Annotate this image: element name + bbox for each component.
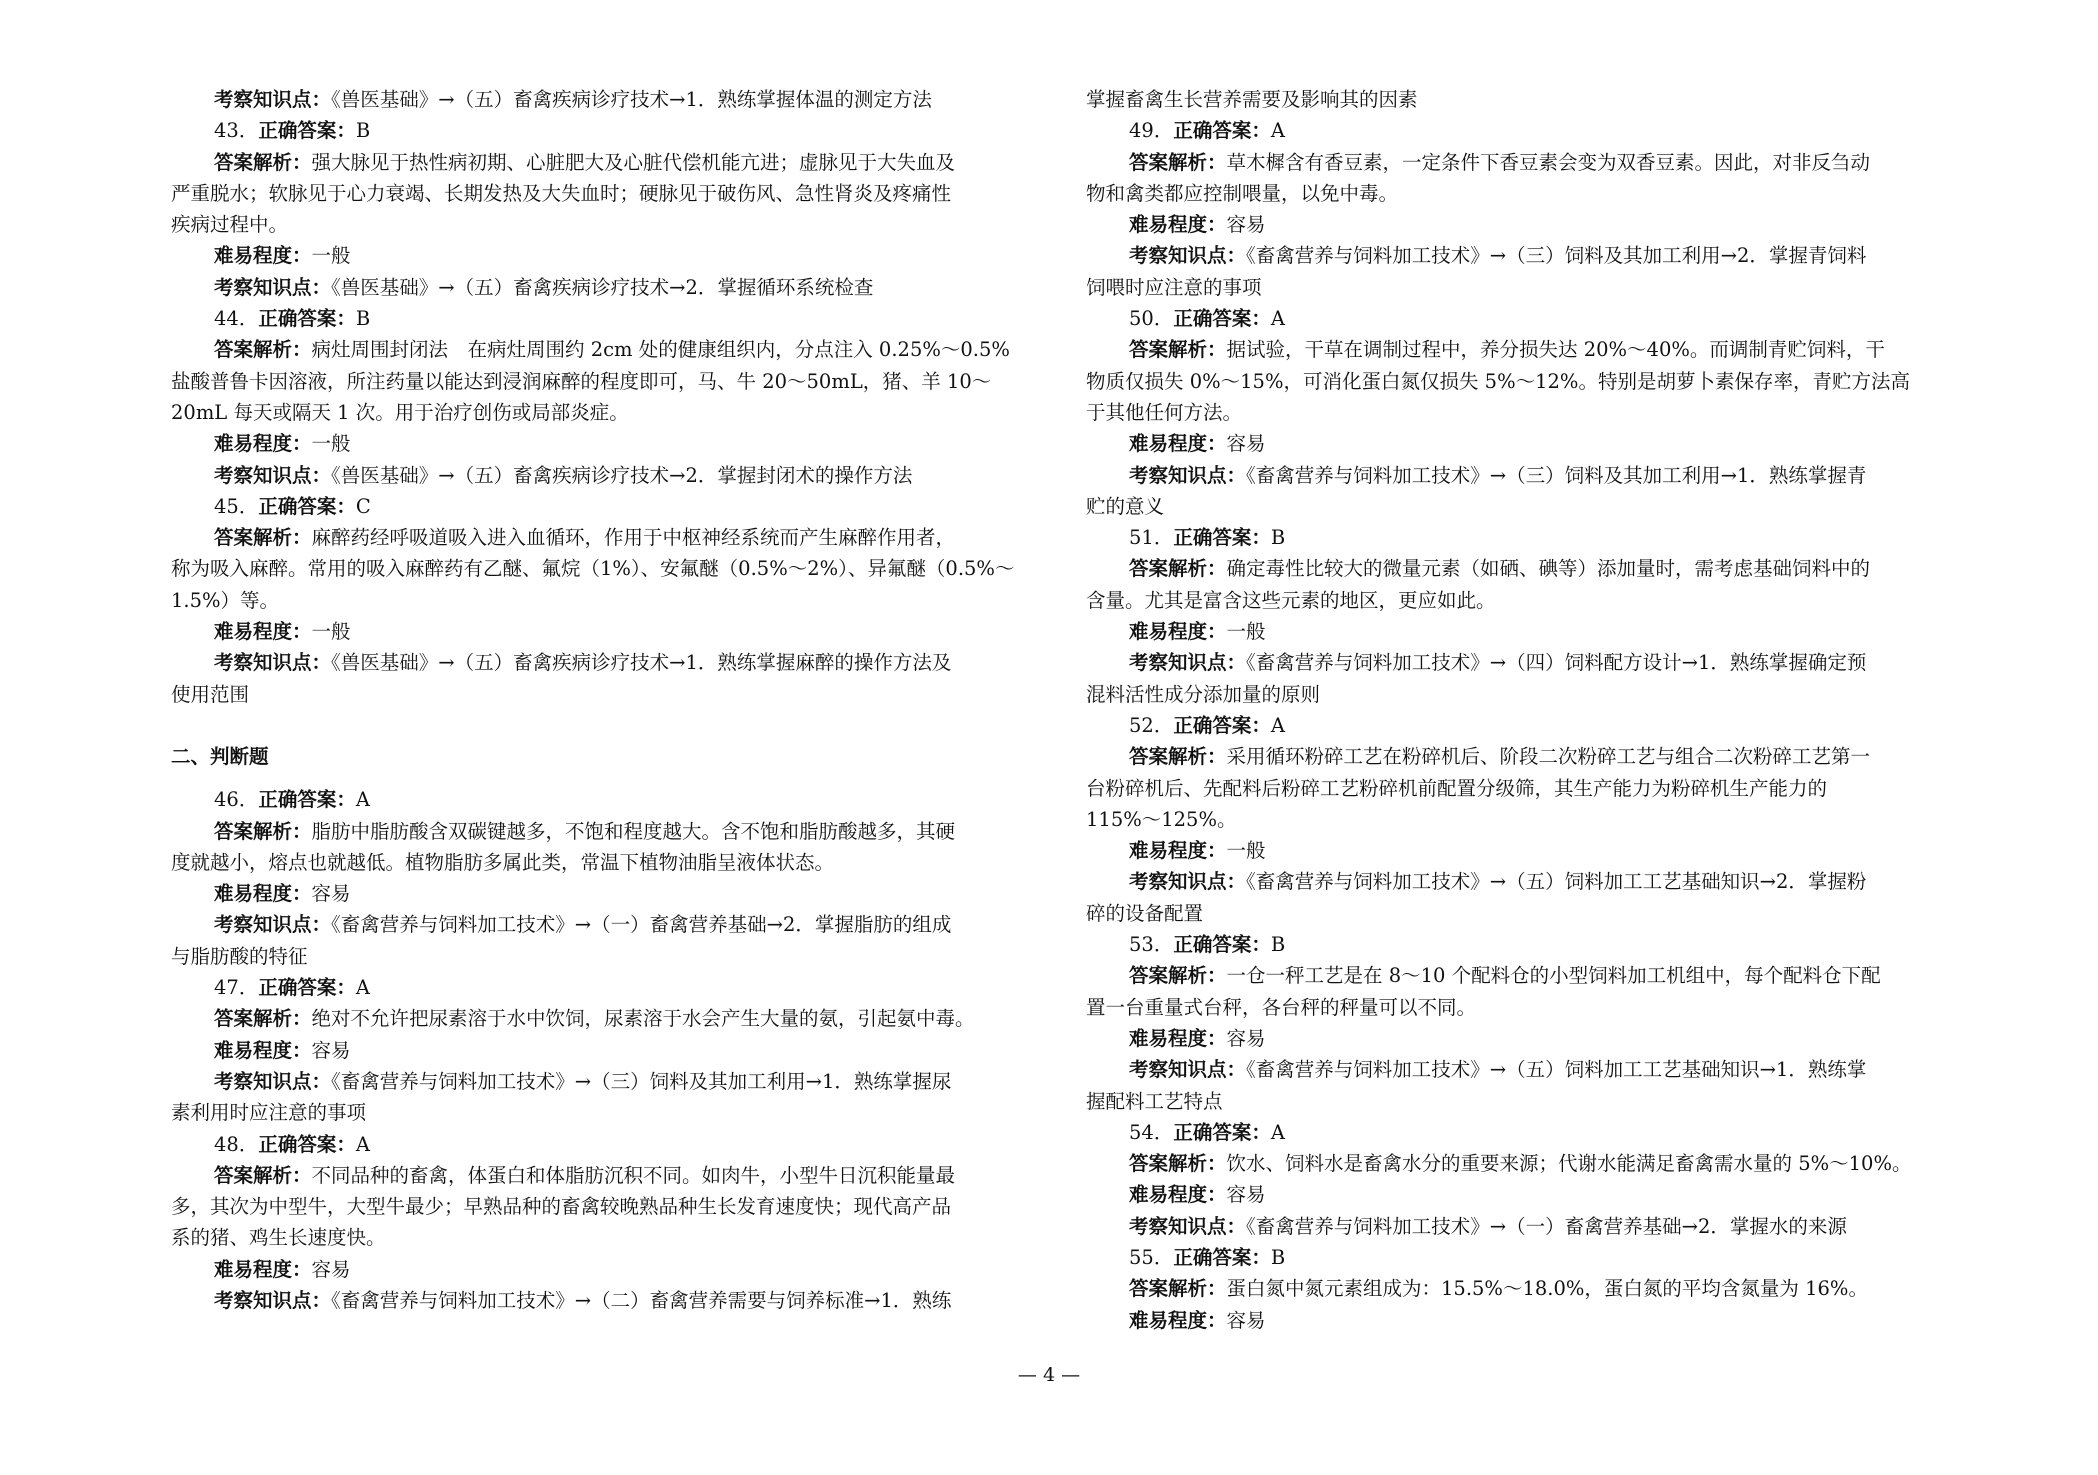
answer-line: 48．正确答案：A [214,1132,370,1156]
analysis-line: 置一台重量式台秤，各台秤的秤量可以不同。 [1086,995,1477,1019]
analysis-line: 答案解析：强大脉见于热性病初期、心脏肥大及心脏代偿机能亢进；虚脉见于大失血及 [214,150,956,174]
analysis-line: 答案解析：一仓一秤工艺是在 8～10 个配料仓的小型饲料加工机组中，每个配料仓下配 [1129,964,1881,988]
analysis-line: 20mL 每天或隔天 1 次。用于治疗创伤或局部炎症。 [171,400,629,424]
analysis-line: 1.5%）等。 [171,588,280,612]
left-column [171,84,1023,1316]
knowledge-line: 考察知识点：《畜禽营养与饲料加工技术》→（三）饲料及其加工利用→1．熟练掌握尿 [214,1069,952,1093]
knowledge-line: 考察知识点：《畜禽营养与饲料加工技术》→（五）饲料加工工艺基础知识→2．掌握粉 [1129,870,1867,894]
difficulty-line: 难易程度：容易 [1129,1183,1266,1207]
knowledge-line: 考察知识点：《兽医基础》→（五）畜禽疾病诊疗技术→2．掌握封闭术的操作方法 [214,463,913,487]
answer-line: 53．正确答案：B [1129,933,1286,957]
answer-line: 54．正确答案：A [1129,1120,1285,1144]
difficulty-line: 难易程度：一般 [214,620,351,644]
knowledge-line: 握配料工艺特点 [1086,1089,1223,1113]
knowledge-line: 考察知识点：《兽医基础》→（五）畜禽疾病诊疗技术→1．熟练掌握麻醉的操作方法及 [214,651,952,675]
analysis-line: 答案解析：麻醉药经呼吸道吸入进入血循环，作用于中枢神经系统而产生麻醉作用者， [214,526,956,550]
knowledge-line: 考察知识点：《畜禽营养与饲料加工技术》→（三）饲料及其加工利用→1．熟练掌握青 [1129,463,1867,487]
analysis-line: 答案解析：不同品种的畜禽，体蛋白和体脂肪沉积不同。如肉牛，小型牛日沉积能量最 [214,1163,956,1187]
analysis-line: 答案解析：草木樨含有香豆素，一定条件下香豆素会变为双香豆素。因此，对非反刍动 [1129,150,1871,174]
difficulty-line: 难易程度：一般 [214,244,351,268]
answer-line: 50．正确答案：A [1129,307,1285,331]
page-number: — 4 — [1017,1364,1081,1386]
knowledge-line: 素利用时应注意的事项 [171,1101,367,1125]
knowledge-line: 与脂肪酸的特征 [171,944,308,968]
knowledge-line: 考察知识点：《兽医基础》→（五）畜禽疾病诊疗技术→1．熟练掌握体温的测定方法 [214,88,932,111]
difficulty-line: 难易程度：容易 [1129,1308,1266,1332]
knowledge-line: 混料活性成分添加量的原则 [1086,682,1321,706]
analysis-line: 答案解析：病灶周围封闭法 在病灶周围约 2cm 处的健康组织内，分点注入 0.25%～0.5% [214,338,1010,362]
analysis-line: 含量。尤其是富含这些元素的地区，更应如此。 [1086,588,1496,612]
answer-line: 45．正确答案：C [214,494,371,518]
answer-line: 44．正确答案：B [214,307,371,331]
knowledge-line: 贮的意义 [1086,494,1165,518]
answer-line: 52．正确答案：A [1129,713,1285,737]
knowledge-line: 碎的设备配置 [1086,901,1204,925]
answer-line: 55．正确答案：B [1129,1245,1286,1269]
difficulty-line: 难易程度：一般 [1129,839,1266,863]
analysis-line: 物和禽类都应控制喂量，以免中毒。 [1086,181,1399,205]
difficulty-line: 难易程度：容易 [1129,213,1266,237]
analysis-line: 物质仅损失 0%～15%，可消化蛋白氮仅损失 5%～12%。特别是胡萝卜素保存率，青贮方法高 [1086,369,1910,393]
answer-line: 49．正确答案：A [1129,119,1285,143]
analysis-line: 115%～125%。 [1086,807,1237,831]
analysis-line: 答案解析：据试验，干草在调制过程中，养分损失达 20%～40%。而调制青贮饲料，干 [1129,338,1885,362]
analysis-line: 答案解析：绝对不允许把尿素溶于水中饮饲，尿素溶于水会产生大量的氨，引起氨中毒。 [214,1007,975,1031]
analysis-line: 答案解析：饮水、饲料水是畜禽水分的重要来源；代谢水能满足畜禽需水量的 5%～10%。 [1129,1152,1912,1176]
analysis-line: 于其他任何方法。 [1086,400,1243,424]
difficulty-line: 难易程度：一般 [214,432,351,456]
knowledge-line: 考察知识点：《畜禽营养与饲料加工技术》→（一）畜禽营养基础→2．掌握水的来源 [1129,1214,1847,1238]
analysis-line: 答案解析：蛋白氮中氮元素组成为：15.5%～18.0%，蛋白氮的平均含氮量为 16%。 [1129,1277,1868,1301]
answer-line: 46．正确答案：A [214,788,370,812]
knowledge-line: 使用范围 [171,682,250,706]
knowledge-line: 考察知识点：《兽医基础》→（五）畜禽疾病诊疗技术→2．掌握循环系统检查 [214,275,874,299]
analysis-line: 答案解析：采用循环粉碎工艺在粉碎机后、阶段二次粉碎工艺与组合二次粉碎工艺第一 [1129,745,1871,769]
knowledge-line: 考察知识点：《畜禽营养与饲料加工技术》→（五）饲料加工工艺基础知识→1．熟练掌 [1129,1058,1867,1082]
answer-line: 43．正确答案：B [214,119,371,143]
answer-line: 47．正确答案：A [214,976,370,1000]
difficulty-line: 难易程度：容易 [214,1257,351,1281]
answer-line: 51．正确答案：B [1129,526,1286,550]
analysis-line: 答案解析：确定毒性比较大的微量元素（如硒、碘等）添加量时，需考虑基础饲料中的 [1129,557,1871,581]
section-title: 二、判断题 [171,744,269,768]
analysis-line: 系的猪、鸡生长速度快。 [171,1226,386,1250]
analysis-line: 多，其次为中型牛，大型牛最少；早熟品种的畜禽较晚熟品种生长发育速度快；现代高产品 [171,1195,952,1219]
analysis-line: 度就越小，熔点也就越低。植物脂肪多属此类，常温下植物油脂呈液体状态。 [171,850,835,874]
analysis-line: 称为吸入麻醉。常用的吸入麻醉药有乙醚、氟烷（1%）、安氟醚（0.5%～2%）、异氟醚（0.5%～ [171,557,1015,581]
knowledge-line: 考察知识点：《畜禽营养与饲料加工技术》→（四）饲料配方设计→1．熟练掌握确定预 [1129,651,1867,675]
analysis-line: 答案解析：脂肪中脂肪酸含双碳键越多，不饱和程度越大。含不饱和脂肪酸越多，其硬 [214,819,956,843]
difficulty-line: 难易程度：容易 [1129,432,1266,456]
knowledge-line: 考察知识点：《畜禽营养与饲料加工技术》→（三）饲料及其加工利用→2．掌握青饲料 [1129,244,1867,268]
knowledge-line: 考察知识点：《畜禽营养与饲料加工技术》→（一）畜禽营养基础→2．掌握脂肪的组成 [214,913,952,937]
analysis-line: 台粉碎机后、先配料后粉碎工艺粉碎机前配置分级筛，其生产能力为粉碎机生产能力的 [1086,776,1828,800]
right-column [1086,84,1938,1336]
analysis-line: 严重脱水；软脉见于心力衰竭、长期发热及大失血时；硬脉见于破伤风、急性肾炎及疼痛性 [171,181,952,205]
knowledge-line: 掌握畜禽生长营养需要及影响其的因素 [1086,88,1418,111]
knowledge-line: 考察知识点：《畜禽营养与饲料加工技术》→（二）畜禽营养需要与饲养标准→1．熟练 [214,1288,952,1312]
analysis-line: 疾病过程中。 [171,213,289,237]
difficulty-line: 难易程度：容易 [1129,1026,1266,1050]
difficulty-line: 难易程度：一般 [1129,620,1266,644]
difficulty-line: 难易程度：容易 [214,882,351,906]
knowledge-line: 饲喂时应注意的事项 [1086,275,1262,299]
analysis-line: 盐酸普鲁卡因溶液，所注药量以能达到浸润麻醉的程度即可，马、牛 20～50mL，猪、羊 10～ [171,369,992,393]
difficulty-line: 难易程度：容易 [214,1038,351,1062]
